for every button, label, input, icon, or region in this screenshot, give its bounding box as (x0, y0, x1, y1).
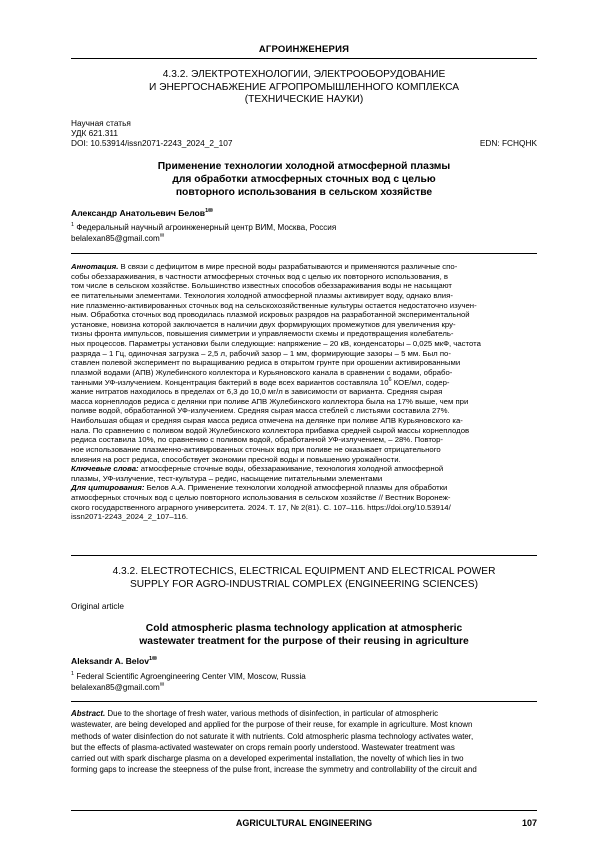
section-en-line: 4.3.2. ELECTROTECHICS, ELECTRICAL EQUIPMENT AND ELECTRICAL POWER (112, 566, 496, 577)
footer-journal: AGRICULTURAL ENGINEERING (235, 818, 373, 828)
abstract-line: разряда – 1 Гц, одиночная загрузка – 2,5 л, рабочий зазор – 1 мм, формирующие зазоры – 5 мм. Был по- (71, 348, 451, 358)
citation-line: ского государственного аграрного университета. 2024. Т. 17, № 2(81). С. 107–116. https://doi.org/10.53914/ (71, 502, 451, 512)
author-sup: 1✉ (205, 208, 213, 214)
keywords-line: плазмы, УФ-излучение, тест-культура – редис, насыщение питательными элементами (71, 473, 383, 483)
title-ru-line: для обработки атмосферных сточных вод с целью (172, 174, 436, 186)
section-ru-line: И ЭНЕРГОСНАБЖЕНИЕ АГРОПРОМЫШЛЕННОГО КОМПЛЕКСА (148, 81, 460, 93)
keywords-line: атмосферные сточные воды, обеззараживание, технология холодной атмосферной (140, 464, 444, 474)
abstract-line: установке, новизна которой заключается в наличии двух формирующих промежутков для увеличения кру- (71, 319, 456, 329)
abstract-line: том числе в сельском хозяйстве. Большинство известных способов обеззараживания воды не насыщают (71, 281, 452, 291)
abstract-line: редиса составила 10%, по сравнению с поливом водой, обработанной УФ-излучением, – 28%. Повтор- (71, 435, 443, 445)
edn: EDN: FCHQHK (479, 138, 537, 148)
affiliation-org: Federal Scientific Agroengineering Center VIM, Moscow, Russia (76, 672, 306, 681)
title-ru-line: повторного использования в сельском хозяйстве (175, 187, 433, 199)
keywords-label: Ключевые слова: (71, 464, 139, 474)
author-name: Александр Анатольевич Белов (71, 208, 206, 218)
title-en-line: wastewater treatment for the purpose of their reusing in agriculture (139, 636, 469, 648)
email-icon: ✉ (159, 232, 165, 239)
abstract-line: влияния на рост редиса, способствует экономии пресной воды и повышению урожайности. (71, 454, 401, 464)
running-header: АГРОИНЖЕНЕРИЯ (258, 44, 350, 55)
author-en (71, 656, 157, 666)
abstract-line: ее питательными элементами. Технология холодной атмосферной плазмы активирует воду, однако влия- (71, 290, 453, 300)
abstract-line: ное использование плазменно-активированных сточных вод при поливе не оказывает отрицательного (71, 444, 441, 454)
abstract-divider-bottom (71, 555, 537, 556)
abstract-line: ных процессов. Параметры установки были следующие: напряжение – 20 кВ, конденсаторы – 0,025 мкФ, частота (71, 339, 481, 348)
abstract-line: КОЕ/мл, содер- (391, 377, 450, 387)
abstract-line: собы обеззараживания, в частности атмосферных сточных вод с целью их повторного использования, в (71, 271, 449, 281)
abstract-line: нала. По сравнению с поливом водой Жулебинского коллектора прибавка средней сырой массы корнеплодов (71, 425, 470, 435)
abstract-line: carried out with spark discharge plasma on a developed experimental installation, the novelty of which lies in two (71, 754, 464, 764)
email-link[interactable]: belalexan85@gmail.com (71, 233, 160, 243)
section-heading-ru (71, 69, 537, 107)
section-heading-en (71, 566, 537, 591)
abstract-line: поливе водой, обработанной УФ-излучением. Средняя сырая масса стеблей с листьями составила 27%. (71, 406, 450, 416)
article-title-ru (71, 160, 537, 200)
author-name: Aleksandr A. Belov (71, 656, 150, 666)
affiliation-ru (71, 223, 336, 244)
abstract-line: танными УФ-излучением. Концентрация бактерий в воде всех вариантов составляла 10 (71, 377, 389, 387)
section-ru-line: 4.3.2. ЭЛЕКТРОТЕХНОЛОГИИ, ЭЛЕКТРООБОРУДОВАНИЕ (162, 69, 446, 80)
udc: УДК 621.311 (71, 128, 119, 138)
author-sup: 1✉ (149, 656, 157, 662)
citation-line: issn2071-2243_2024_2_107–116. (71, 512, 189, 522)
doi: DOI: 10.53914/issn2071-2243_2024_2_107 (71, 138, 233, 148)
abstract-line: плазмой водами (АПВ) Жулебинского коллектора и Курьяновского канала в сравнении с водами, обрабо- (71, 367, 453, 377)
abstract-label: Abstract. (71, 709, 106, 718)
section-ru-line: (ТЕХНИЧЕСКИЕ НАУКИ) (244, 94, 364, 105)
citation-line: Белов А.А. Применение технологии холодной атмосферной плазмы для обработки (146, 483, 448, 493)
abstract-line: methods of water disinfection do not saturate it with nutrients. Cold atmospheric plasma technology activates water, (71, 731, 474, 741)
section-en-line: SUPPLY FOR AGRO-INDUSTRIAL COMPLEX (ENGINEERING SCIENCES) (130, 578, 478, 590)
abstract-ru (71, 262, 537, 522)
citation-line: атмосферных сточных вод с целью повторного использования в сельском хозяйстве // Вестник Воронеж- (71, 493, 451, 502)
page-number: 107 (521, 818, 537, 828)
abstract-line: ным. Обработка сточных вод проводилась плазмой искровых разрядов на разработанной экспериментальной (71, 310, 470, 320)
abstract-label: Аннотация. (71, 262, 119, 271)
header-rule (71, 58, 537, 59)
article-title-en (71, 622, 537, 648)
abstract-line: Наибольшая общая и средняя сырая масса редиса отмечена на делянке при поливе АПВ Курьяновского ка- (71, 416, 463, 425)
article-meta-ru (71, 118, 537, 148)
abstract-line: but the effects of plasma-activated wastewater on crops remain poorly understood. Wastewater treatment was (71, 742, 455, 752)
abstract-line: wastewater, are being developed and applied for the purpose of their reuse, for example in agriculture. Most known (71, 720, 473, 730)
title-en-line: Cold atmospheric plasma technology application at atmospheric (145, 623, 463, 634)
article-type-en: Original article (71, 601, 125, 611)
affiliation-sup: 1 (71, 671, 75, 677)
email-icon: ✉ (159, 681, 165, 688)
abstract-line: масса корнеплодов редиса с делянки при поливе АПВ Жулебинского коллектора была на 17% выше, чем при (71, 396, 469, 406)
abstract-divider (71, 253, 537, 254)
affiliation-org: Федеральный научный агроинженерный центр ВИМ, Москва, Россия (76, 223, 337, 232)
abstract-en-divider (71, 701, 537, 702)
abstract-line: В связи с дефицитом в мире пресной воды разрабатываются и применяются различные спо- (120, 262, 458, 271)
footer-rule (71, 810, 537, 811)
affiliation-sup: 1 (71, 222, 75, 228)
exponent: 6 (388, 376, 392, 383)
abstract-line: ние плазменно-активированных сточных вод на сельскохозяйственные культуры остается недостаточно изучен- (71, 300, 477, 310)
citation-label: Для цитирования: (71, 483, 145, 493)
abstract-line: жание нитратов находилось в пределах от 6,3 до 10,0 мг/л в зависимости от варианта. Средняя сырая (71, 387, 443, 397)
title-ru-line: Применение технологии холодной атмосферной плазмы (157, 161, 451, 172)
affiliation-en (71, 672, 306, 693)
abstract-line: Due to the shortage of fresh water, various methods of disinfection, in particular of atmospheric (107, 709, 439, 718)
abstract-line: тизны фронта импульсов, повышения симметрии и управляемости схемы и предотвращения колебатель- (71, 329, 454, 339)
abstract-line: ставлен полевой эксперимент по выращиванию редиса в открытом грунте при орошении активированными (71, 358, 461, 368)
abstract-en (71, 708, 537, 776)
author-ru (71, 208, 213, 218)
email-link[interactable]: belalexan85@gmail.com (71, 682, 160, 692)
article-type: Научная статья (71, 118, 131, 128)
abstract-line: forming gaps to increase the steepness of the pulse front, increase the symmetry and controllability of the circuit and (71, 765, 477, 775)
